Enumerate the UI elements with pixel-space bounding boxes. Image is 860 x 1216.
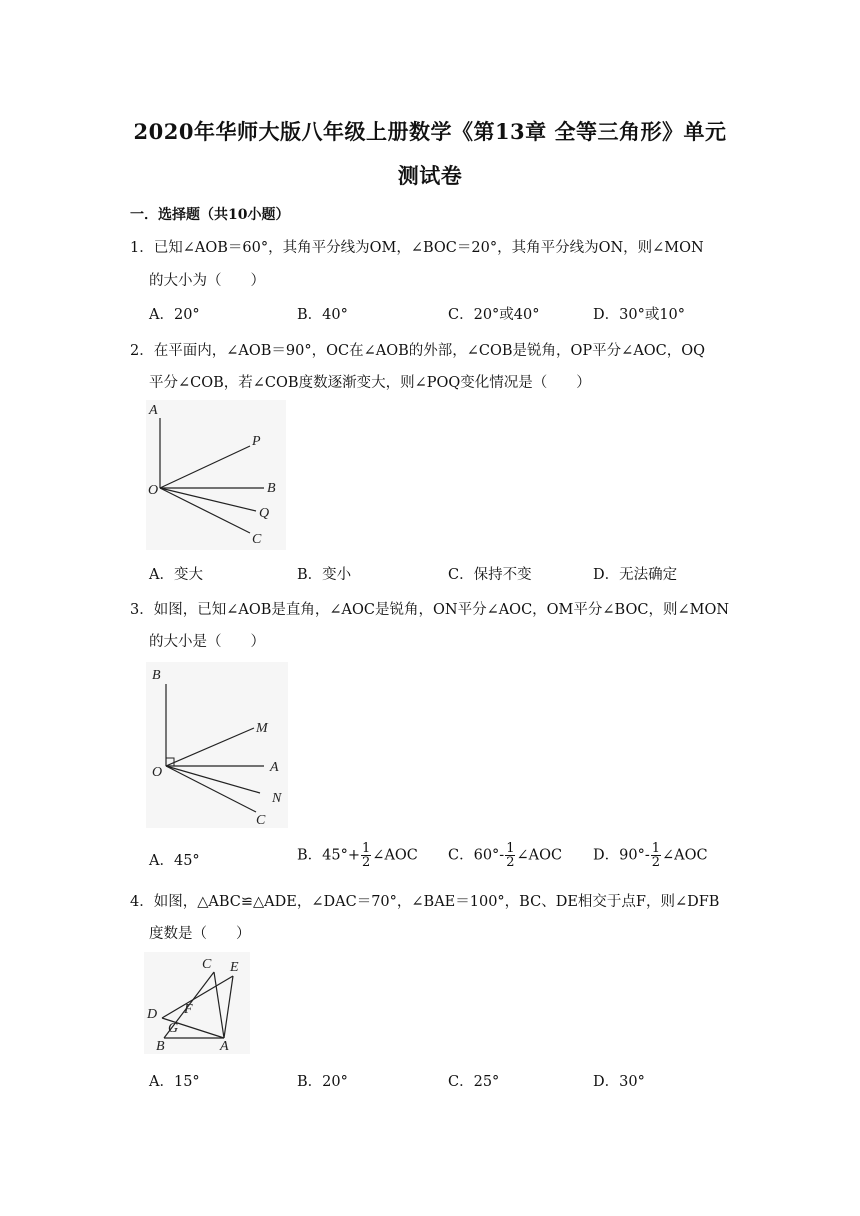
fig4-label-e: E bbox=[230, 960, 239, 975]
question-1-option-c: C．20°或40° bbox=[448, 307, 540, 323]
question-1-stem-cont: 的大小为（ ） bbox=[149, 273, 265, 289]
fraction-denominator: 2 bbox=[506, 855, 515, 870]
question-2-option-b: B．变小 bbox=[297, 567, 352, 583]
question-4-stem: 4．如图，△ABC≌△ADE，∠DAC＝70°，∠BAE＝100°，BC、DE相交于点F，则∠DFB bbox=[130, 894, 720, 910]
question-2-option-c: C．保持不变 bbox=[448, 567, 532, 583]
fig4-label-a: A bbox=[220, 1039, 229, 1054]
fraction-numerator: 1 bbox=[651, 841, 661, 856]
question-2-option-a: A．变大 bbox=[149, 567, 203, 583]
q3-option-c-fraction bbox=[505, 842, 515, 869]
fig4-label-d: D bbox=[147, 1007, 158, 1022]
fig2-label-q: Q bbox=[259, 506, 270, 521]
q3-option-d-prefix: D．90°- bbox=[593, 847, 650, 864]
q3-option-d-angle: ∠AOC bbox=[662, 847, 708, 864]
q3-option-b-prefix: B．45°+ bbox=[297, 847, 361, 864]
question-2-stem-cont: 平分∠COB，若∠COB度数逐渐变大，则∠POQ变化情况是（ ） bbox=[149, 375, 591, 391]
question-3-figure bbox=[146, 662, 288, 828]
q3-option-c-prefix: C．60°- bbox=[448, 847, 505, 864]
question-3-option-d bbox=[593, 842, 708, 869]
fig3-label-c: C bbox=[256, 813, 266, 828]
question-3-stem: 3．如图，已知∠AOB是直角，∠AOC是锐角，ON平分∠AOC，OM平分∠BOC，则∠MON bbox=[130, 602, 730, 618]
question-4-option-a: A．15° bbox=[149, 1074, 200, 1090]
fig2-label-o: O bbox=[148, 483, 159, 498]
question-4-figure bbox=[144, 952, 250, 1054]
question-2-figure bbox=[146, 400, 286, 550]
fig3-label-a: A bbox=[270, 760, 279, 775]
question-3-option-a: A．45° bbox=[149, 853, 200, 869]
question-1-option-d: D．30°或10° bbox=[593, 307, 686, 323]
fig4-label-c: C bbox=[202, 957, 212, 972]
document-title-line-1: 2020年华师大版八年级上册数学《第13章 全等三角形》单元 bbox=[133, 119, 727, 144]
question-2-option-d: D．无法确定 bbox=[593, 567, 678, 583]
fig3-label-o: O bbox=[152, 765, 163, 780]
fig4-label-b: B bbox=[156, 1039, 165, 1054]
question-3-option-c bbox=[448, 842, 562, 869]
q3-option-c-angle: ∠AOC bbox=[516, 847, 563, 864]
question-4-option-d: D．30° bbox=[593, 1074, 645, 1090]
fig4-label-g: G bbox=[168, 1021, 179, 1036]
question-2-stem: 2．在平面内，∠AOB＝90°，OC在∠AOB的外部，∠COB是锐角，OP平分∠AOC，OQ bbox=[130, 343, 706, 359]
q3-option-d-fraction bbox=[651, 842, 661, 869]
q3-option-b-angle: ∠AOC bbox=[372, 847, 418, 864]
fig2-label-a: A bbox=[149, 403, 158, 418]
question-1-option-a: A．20° bbox=[149, 307, 200, 323]
question-1-option-b: B．40° bbox=[297, 307, 348, 323]
question-4-stem-cont: 度数是（ ） bbox=[149, 926, 251, 942]
question-1-stem: 1．已知∠AOB＝60°，其角平分线为OM，∠BOC＝20°，其角平分线为ON，则∠MON bbox=[130, 240, 704, 256]
question-4-option-c: C．25° bbox=[448, 1074, 500, 1090]
fig2-label-b: B bbox=[267, 481, 276, 496]
fig3-label-n: N bbox=[272, 791, 282, 806]
question-3-stem-cont: 的大小是（ ） bbox=[149, 634, 265, 650]
question-4-option-b: B．20° bbox=[297, 1074, 348, 1090]
fig3-label-m: M bbox=[256, 721, 268, 736]
fig2-label-c: C bbox=[252, 532, 262, 547]
section-heading: 一．选择题（共10小题） bbox=[130, 207, 290, 223]
fraction-numerator: 1 bbox=[506, 841, 515, 856]
fraction-denominator: 2 bbox=[651, 855, 661, 870]
fig2-label-p: P bbox=[252, 434, 261, 449]
document-title-line-2: 测试卷 bbox=[397, 163, 463, 188]
q3-option-b-fraction bbox=[361, 842, 371, 869]
fraction-numerator: 1 bbox=[362, 841, 371, 856]
fig4-label-f: F bbox=[184, 1002, 193, 1017]
question-3-option-b bbox=[297, 842, 418, 869]
fig3-label-b: B bbox=[152, 668, 161, 683]
fraction-denominator: 2 bbox=[362, 855, 371, 870]
